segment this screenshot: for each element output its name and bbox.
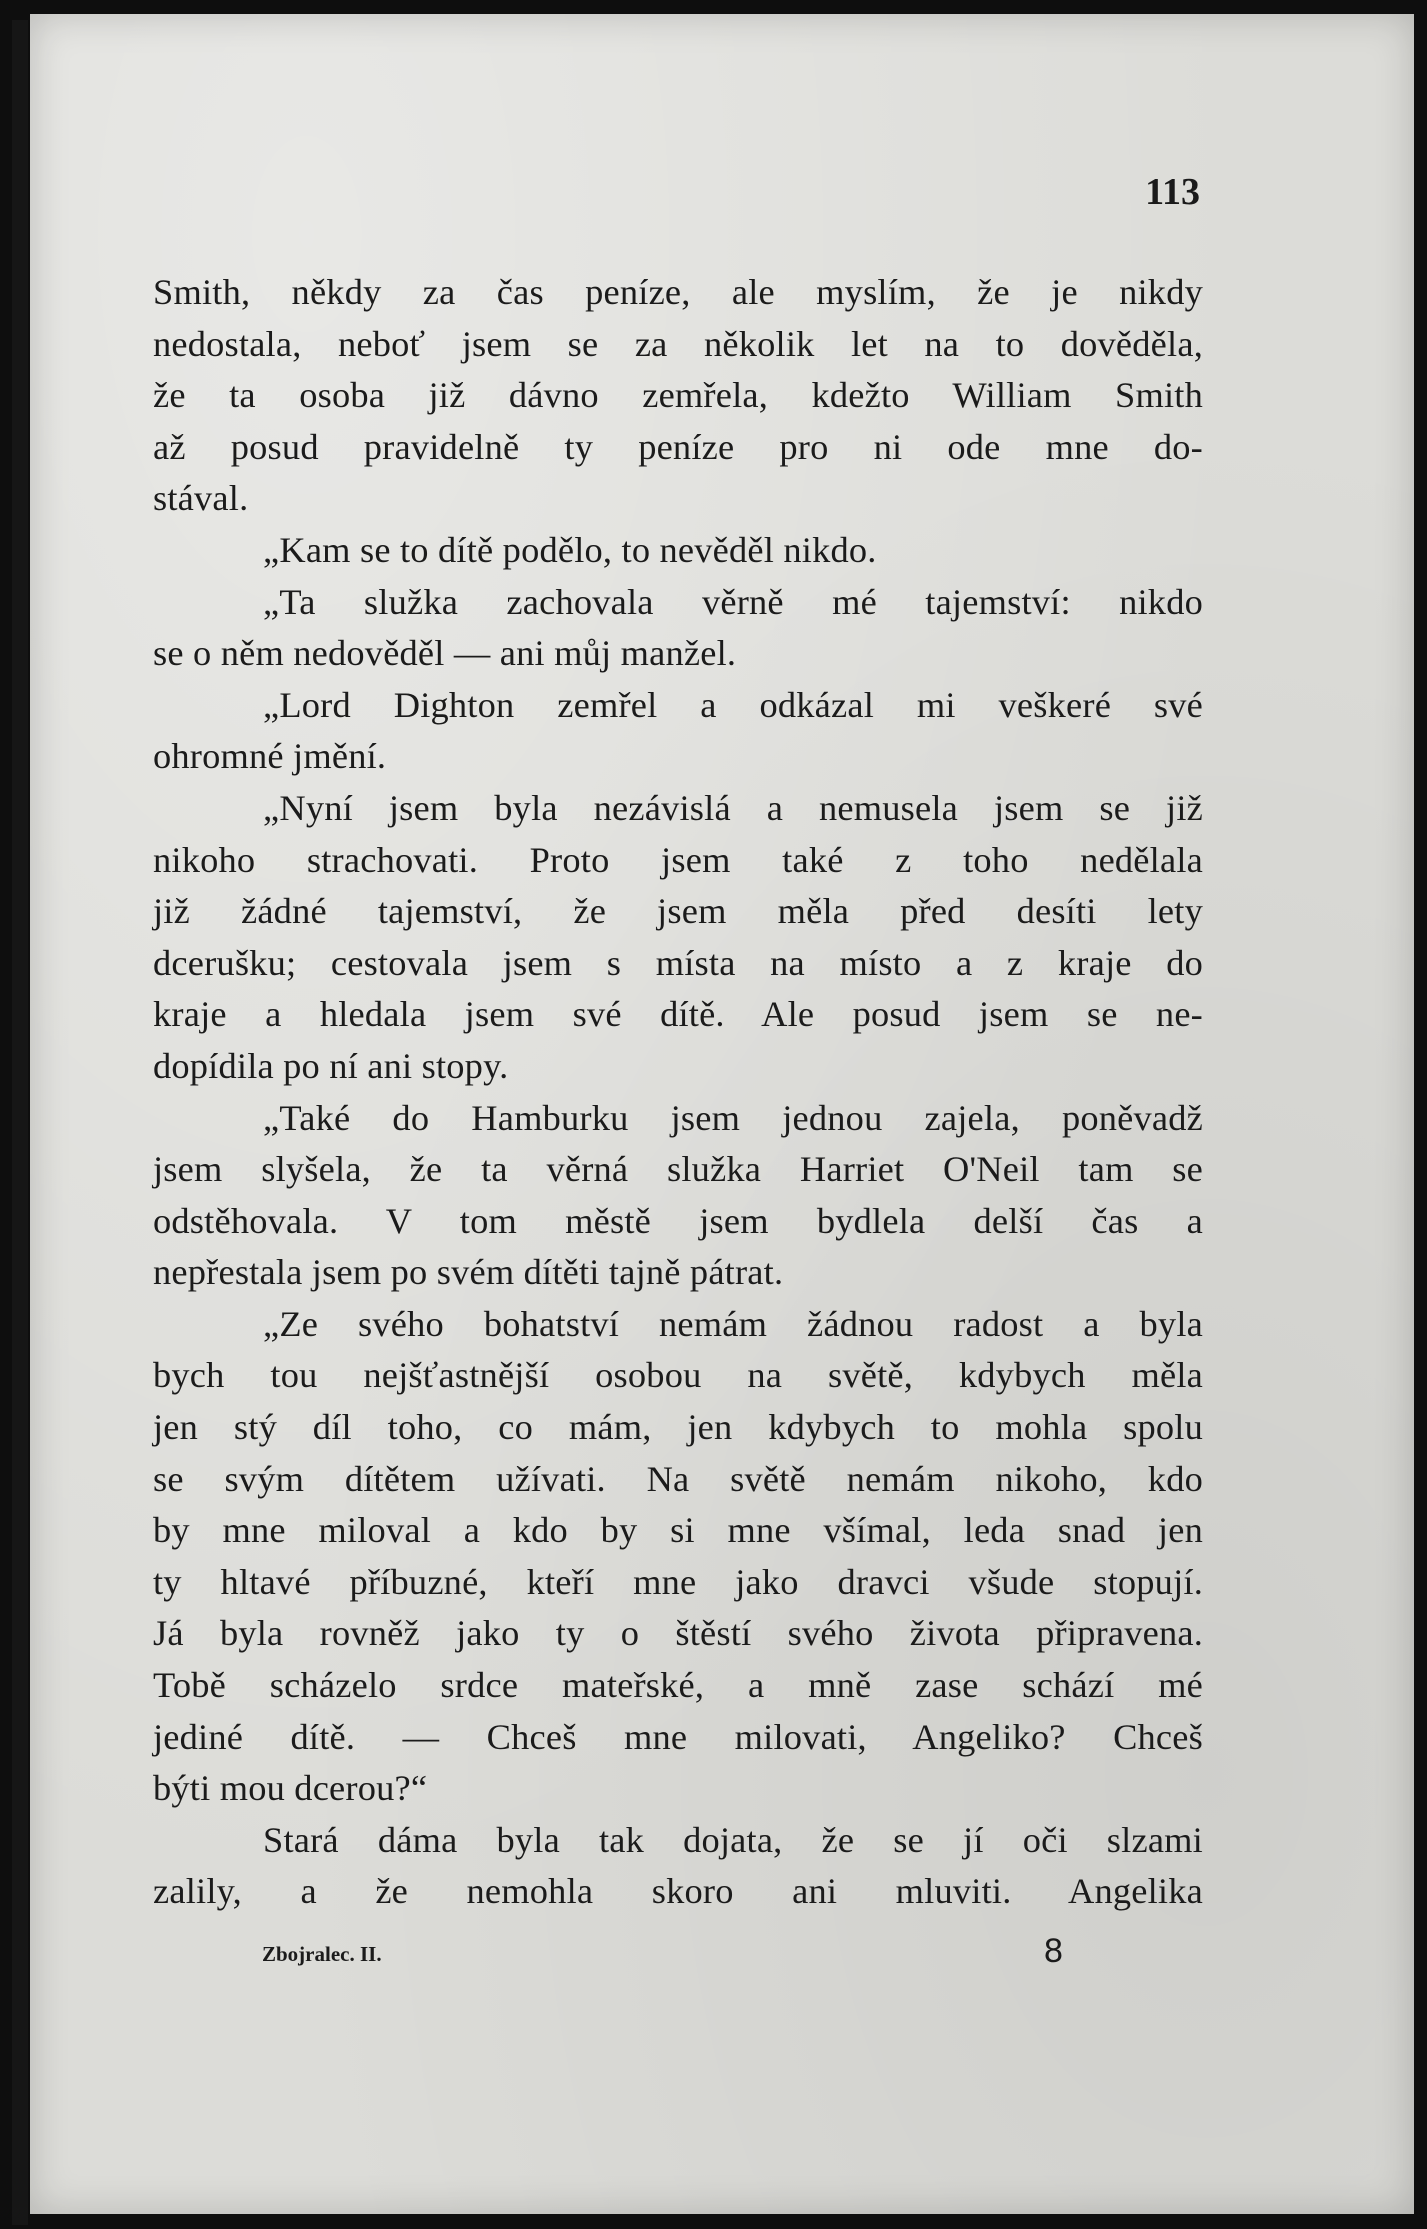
text-line: „Ta služka zachovala věrně mé tajemství: nikdo bbox=[263, 581, 1203, 622]
sheet-number: 8 bbox=[1044, 1932, 1063, 1970]
page-number: 113 bbox=[1145, 171, 1200, 213]
text-line: „Také do Hamburku jsem jednou zajela, poněvadž bbox=[263, 1097, 1203, 1138]
text-line: Smith, někdy za čas peníze, ale myslím, že je nikdy bbox=[153, 272, 1203, 312]
text-line: dcerušku; cestovala jsem s místa na místo a z kraje do bbox=[153, 942, 1203, 983]
text-line: až posud pravidelně ty peníze pro ni ode mne do- bbox=[153, 426, 1203, 467]
text-line: Já byla rovněž jako ty o štěstí svého života připravena. bbox=[153, 1613, 1203, 1654]
text-line: jen stý díl toho, co mám, jen kdybych to mohla spolu bbox=[153, 1407, 1203, 1448]
text-line: bych tou nejšťastnější osobou na světě, kdybych měla bbox=[153, 1355, 1203, 1396]
text-line: dopídila po ní ani stopy. bbox=[153, 1045, 509, 1086]
signature-mark: Zbojralec. II. bbox=[262, 1942, 382, 1966]
text-line: jediné dítě. — Chceš mne milovati, Angeliko? Chceš bbox=[153, 1716, 1203, 1757]
text-line: že ta osoba již dávno zemřela, kdežto William Smith bbox=[153, 375, 1203, 416]
text-line: „Ze svého bohatství nemám žádnou radost a byla bbox=[263, 1303, 1203, 1344]
text-line: by mne miloval a kdo by si mne všímal, leda snad jen bbox=[153, 1510, 1203, 1551]
text-line: ohromné jmění. bbox=[153, 736, 387, 777]
text-line: nepřestala jsem po svém dítěti tajně pátrat. bbox=[153, 1252, 784, 1293]
text-line: odstěhovala. V tom městě jsem bydlela delší čas a bbox=[153, 1200, 1203, 1241]
text-line: nedostala, neboť jsem se za několik let na to dověděla, bbox=[153, 323, 1203, 364]
text-line: nikoho strachovati. Proto jsem také z toho nedělala bbox=[153, 839, 1203, 880]
text-line: Stará dáma byla tak dojata, že se jí oči slzami bbox=[263, 1819, 1203, 1860]
text-line: se svým dítětem užívati. Na světě nemám nikoho, kdo bbox=[153, 1458, 1203, 1499]
text-line: ty hltavé příbuzné, kteří mne jako dravci všude stopují. bbox=[153, 1561, 1203, 1602]
text-line: jsem slyšela, že ta věrná služka Harriet O'Neil tam se bbox=[153, 1149, 1203, 1190]
text-line: „Lord Dighton zemřel a odkázal mi veškeré své bbox=[263, 684, 1203, 725]
text-line: kraje a hledala jsem své dítě. Ale posud jsem se ne- bbox=[153, 994, 1203, 1035]
text-line: zalily, a že nemohla skoro ani mluviti. Angelika bbox=[153, 1871, 1203, 1912]
text-line: býti mou dcerou?“ bbox=[153, 1768, 428, 1809]
body-text bbox=[153, 267, 1203, 1918]
text-line: již žádné tajemství, že jsem měla před desíti lety bbox=[153, 891, 1203, 932]
text-line: se o něm nedověděl — ani můj manžel. bbox=[153, 633, 737, 674]
text-line: Tobě scházelo srdce mateřské, a mně zase schází mé bbox=[153, 1665, 1203, 1706]
book-spine-shadow bbox=[12, 20, 28, 2225]
text-line: stával. bbox=[153, 478, 249, 519]
text-line: „Nyní jsem byla nezávislá a nemusela jsem se již bbox=[263, 787, 1203, 828]
text-line: „Kam se to dítě podělo, to nevěděl nikdo. bbox=[263, 529, 877, 570]
